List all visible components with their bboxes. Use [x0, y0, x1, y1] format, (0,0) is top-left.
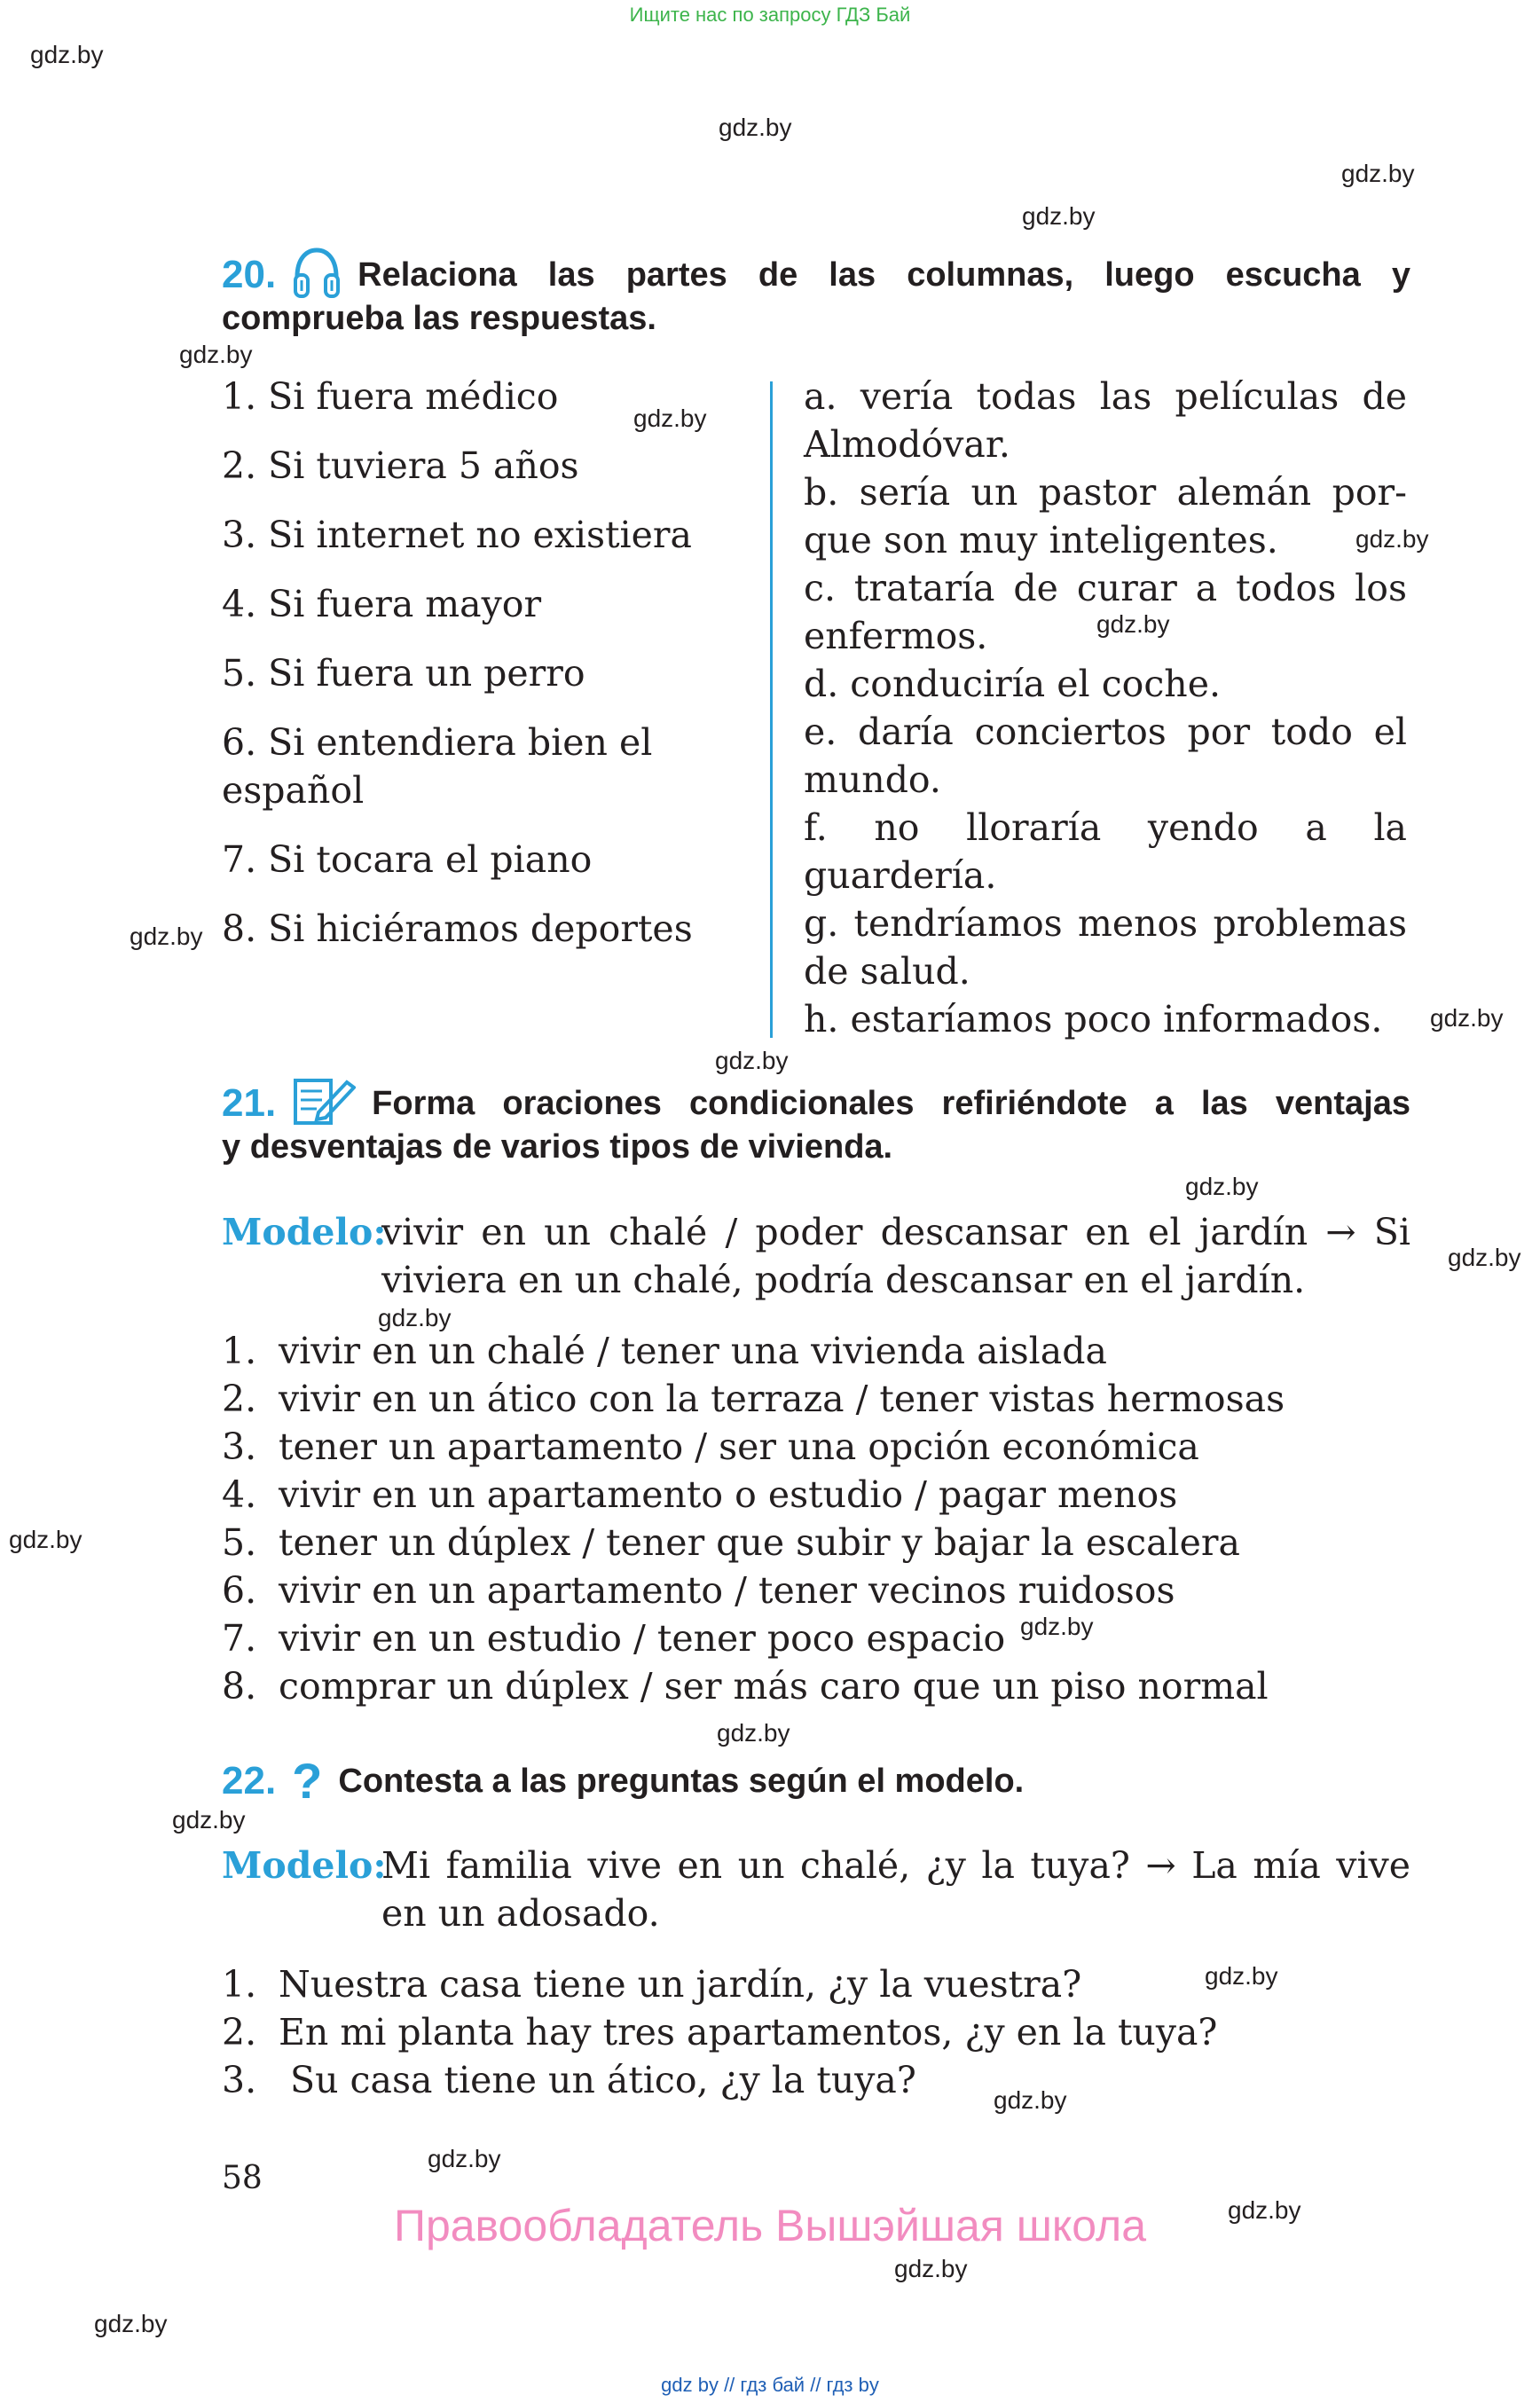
- left-item: español: [222, 769, 365, 812]
- list-item: [222, 1614, 1285, 1662]
- page-number: 58: [222, 2160, 263, 2196]
- footer-links[interactable]: gdz by // гдз бай // гдз by: [661, 2374, 879, 2396]
- list-item: [222, 1960, 1217, 2008]
- item-number: 4.: [222, 1473, 257, 1516]
- right-item: que son muy inteligentes.: [804, 519, 1278, 561]
- list-item: [222, 1327, 1285, 1375]
- right-column: [804, 373, 1407, 1043]
- item-number: 3.: [222, 2059, 257, 2101]
- item-text: tener un apartamento / ser una opción económica: [279, 1425, 1199, 1468]
- list-item: [222, 1471, 1285, 1519]
- exercise-22-header: [222, 1753, 1410, 1810]
- watermark: gdz.by: [1355, 525, 1429, 553]
- top-banner[interactable]: Ищите нас по запросу ГДЗ Бай: [629, 4, 911, 26]
- watermark: gdz.by: [30, 41, 104, 68]
- exercise-21-list: [222, 1327, 1285, 1710]
- left-item: 8. Si hiciéramos deportes: [222, 907, 693, 950]
- headphones-icon: [292, 245, 342, 305]
- left-item: 4. Si fuera mayor: [222, 583, 542, 625]
- left-item: 6. Si entendiera bien el: [222, 721, 653, 764]
- watermark: gdz.by: [1022, 202, 1096, 230]
- left-item: 5. Si fuera un perro: [222, 652, 585, 695]
- watermark: gdz.by: [994, 2086, 1067, 2114]
- exercise-number: 20.: [222, 253, 277, 296]
- right-item: Almodóvar.: [804, 423, 1010, 466]
- right-item: mundo.: [804, 758, 941, 801]
- watermark: gdz.by: [1185, 1173, 1259, 1200]
- list-item: [222, 2008, 1217, 2056]
- item-number: 2.: [222, 2011, 257, 2054]
- watermark: gdz.by: [1430, 1004, 1504, 1032]
- left-item: 2. Si tuviera 5 años: [222, 444, 579, 487]
- exercise-number: 21.: [222, 1081, 277, 1125]
- item-number: 1.: [222, 1330, 257, 1372]
- watermark: gdz.by: [1228, 2196, 1301, 2224]
- left-item: 1. Si fuera médico: [222, 375, 559, 418]
- left-item: 3. Si internet no existiera: [222, 514, 692, 556]
- exercise-instruction: Relaciona las partes de las columnas, luego escucha y: [358, 255, 1410, 294]
- item-text: Nuestra casa tiene un jardín, ¿y la vuestra?: [279, 1963, 1082, 2006]
- pencil-notepad-icon: [292, 1075, 356, 1132]
- right-item: guardería.: [804, 854, 997, 897]
- item-text: vivir en un ático con la terraza / tener vistas hermosas: [279, 1378, 1285, 1420]
- right-item: a. vería todas las películas de: [804, 375, 1407, 418]
- watermark: gdz.by: [1448, 1244, 1521, 1271]
- exercise-20-header: [222, 247, 1410, 338]
- modelo-text: Mi familia vive en un chalé, ¿y la tuya? → La mía vive: [381, 1844, 1410, 1887]
- list-item: [222, 1423, 1285, 1471]
- watermark: gdz.by: [9, 1526, 82, 1553]
- modelo-label: Modelo:: [222, 1211, 387, 1253]
- list-item: [222, 2056, 1217, 2104]
- item-text: vivir en un estudio / tener poco espacio: [279, 1617, 1006, 1660]
- exercise-22-list: [222, 1960, 1217, 2104]
- watermark: gdz.by: [378, 1304, 452, 1331]
- modelo-text: viviera en un chalé, podría descansar en el jardín.: [381, 1259, 1306, 1301]
- watermark: gdz.by: [894, 2255, 968, 2282]
- item-text: En mi planta hay tres apartamentos, ¿y en la tuya?: [279, 2011, 1218, 2054]
- item-number: 7.: [222, 1617, 257, 1660]
- item-text: tener un dúplex / tener que subir y bajar la escalera: [279, 1521, 1240, 1564]
- item-number: 8.: [222, 1665, 257, 1708]
- watermark: gdz.by: [1205, 1962, 1278, 1990]
- item-number: 2.: [222, 1378, 257, 1420]
- item-text: comprar un dúplex / ser más caro que un piso normal: [279, 1665, 1269, 1708]
- question-mark-icon: ?: [292, 1753, 323, 1809]
- list-item: [222, 1567, 1285, 1614]
- right-item: enfermos.: [804, 615, 988, 657]
- item-text: vivir en un apartamento o estudio / pagar menos: [279, 1473, 1178, 1516]
- right-item: f. no lloraría yendo a la: [804, 806, 1407, 849]
- watermark: gdz.by: [717, 1719, 790, 1747]
- item-text: vivir en un apartamento / tener vecinos ruidosos: [279, 1569, 1175, 1612]
- right-item: b. sería un pastor alemán por-: [804, 471, 1407, 514]
- watermark: gdz.by: [715, 1047, 789, 1074]
- watermark: gdz.by: [130, 923, 203, 950]
- watermark: gdz.by: [172, 1806, 246, 1834]
- right-item: de salud.: [804, 950, 970, 993]
- list-item: [222, 1662, 1285, 1710]
- exercise-21-header: [222, 1075, 1410, 1166]
- modelo-21: [222, 1208, 1410, 1304]
- watermark: gdz.by: [179, 341, 253, 368]
- right-item: c. trataría de curar a todos los: [804, 567, 1407, 609]
- watermark: gdz.by: [428, 2145, 501, 2172]
- right-item: d. conduciría el coche.: [804, 663, 1221, 705]
- exercise-number: 22.: [222, 1759, 277, 1802]
- watermark: gdz.by: [1020, 1613, 1094, 1640]
- item-number: 6.: [222, 1569, 257, 1612]
- watermark: gdz.by: [1341, 160, 1415, 187]
- watermark: gdz.by: [94, 2310, 168, 2337]
- exercise-instruction-cont: comprueba las respuestas.: [222, 300, 656, 337]
- item-text: vivir en un chalé / tener una vivienda aislada: [279, 1330, 1107, 1372]
- right-item: e. daría conciertos por todo el: [804, 711, 1407, 753]
- watermark: gdz.by: [633, 404, 707, 432]
- watermark: gdz.by: [719, 114, 792, 141]
- item-text: Su casa tiene un ático, ¿y la tuya?: [279, 2059, 916, 2101]
- rights-holder: Правообладатель Вышэйшая школа: [394, 2201, 1146, 2250]
- exercise-instruction: Forma oraciones condicionales refiriéndote a las ventajas: [372, 1084, 1410, 1122]
- right-item: h. estaríamos poco informados.: [804, 998, 1383, 1041]
- list-item: [222, 1519, 1285, 1567]
- modelo-label: Modelo:: [222, 1844, 387, 1887]
- list-item: [222, 1375, 1285, 1423]
- modelo-text: en un adosado.: [381, 1892, 660, 1935]
- right-item: g. tendríamos menos problemas: [804, 902, 1407, 945]
- left-item: 7. Si tocara el piano: [222, 838, 593, 881]
- modelo-text: vivir en un chalé / poder descansar en el jardín → Si: [381, 1211, 1410, 1253]
- item-number: 3.: [222, 1425, 257, 1468]
- modelo-22: [222, 1842, 1410, 1937]
- item-number: 1.: [222, 1963, 257, 2006]
- column-divider: [770, 381, 773, 1038]
- item-number: 5.: [222, 1521, 257, 1564]
- exercise-instruction: Contesta a las preguntas según el modelo.: [338, 1762, 1025, 1800]
- exercise-instruction-cont: y desventajas de varios tipos de vivienda.: [222, 1128, 893, 1166]
- watermark: gdz.by: [1096, 610, 1170, 638]
